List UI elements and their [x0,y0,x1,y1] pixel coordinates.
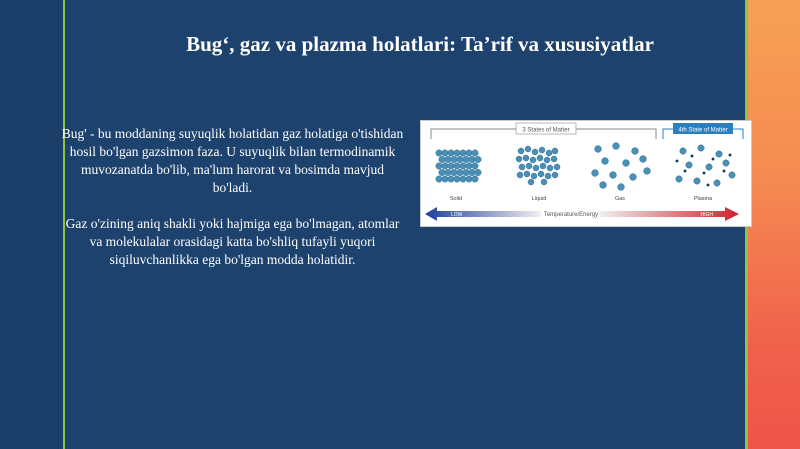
plasma-electron [723,170,726,173]
liquid-particle [546,150,552,156]
solid-particle [436,163,442,169]
solid-particle [463,156,469,162]
solid-particles [436,150,481,182]
solid-particle [472,150,478,156]
gas-particle [592,170,599,177]
plasma-ion [680,148,686,154]
solid-particle [466,163,472,169]
solid-particle [445,169,451,175]
liquid-particle [523,155,529,161]
solid-particle [451,169,457,175]
liquid-particle [545,173,551,179]
bracket-left-label: 3 States of Matter [522,127,570,134]
liquid-particle [526,163,532,169]
left-decor-band [0,0,63,449]
liquid-particle [537,155,543,161]
plasma-ion [714,180,720,186]
solid-particle [472,176,478,182]
plasma-ion [723,160,729,166]
solid-particle [475,169,481,175]
solid-particle [454,176,460,182]
liquid-particle [541,179,547,185]
plasma-electron [712,158,715,161]
paragraph-vapor: Bug' - bu moddaning suyuqlik holatidan gaz holatiga o'tishidan hosil bo'lgan gazsimon faza. U suyuqlik bilan termodinamik muvozanatda bo'lib, ma'lum harorat va bosimda mavjud bo'ladi. [61,126,404,195]
state-label-plasma: Plasma [693,196,713,202]
gas-particle [630,174,637,181]
liquid-particles [516,146,560,185]
solid-particle [442,163,448,169]
plasma-electron [691,155,694,158]
solid-particle [457,156,463,162]
solid-particle [466,150,472,156]
plasma-particles [676,145,735,187]
liquid-particle [532,149,538,155]
gas-particle [602,158,609,165]
states-diagram [421,121,751,226]
liquid-particle [530,157,536,163]
plasma-ion [716,151,722,157]
solid-particle [475,156,481,162]
liquid-particle [524,171,530,177]
arrow-low [425,207,541,221]
liquid-particle [539,147,545,153]
solid-particle [442,176,448,182]
bracket-right-label: 4th State of Matter [678,127,728,134]
gas-particle [640,156,647,163]
liquid-particle [528,179,534,185]
liquid-particle [551,156,557,162]
liquid-particle [544,157,550,163]
plasma-ion [676,176,682,182]
gas-particle [600,182,607,189]
liquid-particle [519,164,525,170]
solid-particle [442,150,448,156]
plasma-ion [698,145,704,151]
plasma-electron [684,170,687,173]
slide-body [60,125,405,287]
gas-particle [632,148,639,155]
solid-particle [463,169,469,175]
solid-particle [466,176,472,182]
plasma-ion [686,162,692,168]
liquid-particle [518,148,524,154]
plasma-electron [676,160,679,163]
states-of-matter-figure [420,120,752,227]
gas-particles [592,143,651,191]
solid-particle [448,176,454,182]
gas-particle [610,172,617,179]
state-label-liquid: Liquid [531,196,547,202]
solid-particle [472,163,478,169]
solid-particle [445,156,451,162]
liquid-particle [525,146,531,152]
solid-particle [457,169,463,175]
solid-particle [460,150,466,156]
liquid-particle [516,156,522,162]
solid-particle [454,150,460,156]
arrow-high [599,207,739,221]
arrow-label: Temperature/Energy [543,212,599,218]
right-gradient-band [748,0,800,449]
gas-particle [623,160,630,167]
arrow-low-label: LOW [451,212,463,218]
plasma-ion [694,178,700,184]
liquid-particle [540,163,546,169]
solid-particle [439,156,445,162]
liquid-particle [554,164,560,170]
paragraph-gas: Gaz o'zining aniq shakli yoki hajmiga ega bo'lmagan, atomlar va molekulalar orasidagi katta bo'shliq tufayli yuqori siqiluvchanlikka ega bo'lgan modda holatidir. [65,216,400,267]
solid-particle [448,150,454,156]
gas-particle [613,143,620,150]
solid-particle [436,150,442,156]
plasma-electron [729,154,732,157]
liquid-particle [547,165,553,171]
slide-title: Bug‘, gaz va plazma holatlari: Ta’rif va xususiyatlar [186,32,654,56]
solid-particle [454,163,460,169]
liquid-particle [552,148,558,154]
liquid-particle [538,171,544,177]
solid-particle [451,156,457,162]
state-label-solid: Solid [449,196,463,202]
gas-particle [618,184,625,191]
gas-particle [595,146,602,153]
solid-particle [439,169,445,175]
solid-particle [448,163,454,169]
liquid-particle [531,173,537,179]
liquid-particle [552,172,558,178]
plasma-electron [703,172,706,175]
liquid-particle [517,172,523,178]
solid-particle [469,169,475,175]
solid-particle [460,176,466,182]
plasma-ion [706,164,712,170]
plasma-ion [729,172,735,178]
plasma-electron [707,184,710,187]
solid-particle [460,163,466,169]
solid-particle [436,176,442,182]
liquid-particle [533,165,539,171]
state-label-gas: Gas [614,196,626,202]
solid-particle [469,156,475,162]
arrow-high-label: HIGH [700,212,713,218]
gas-particle [644,168,651,175]
